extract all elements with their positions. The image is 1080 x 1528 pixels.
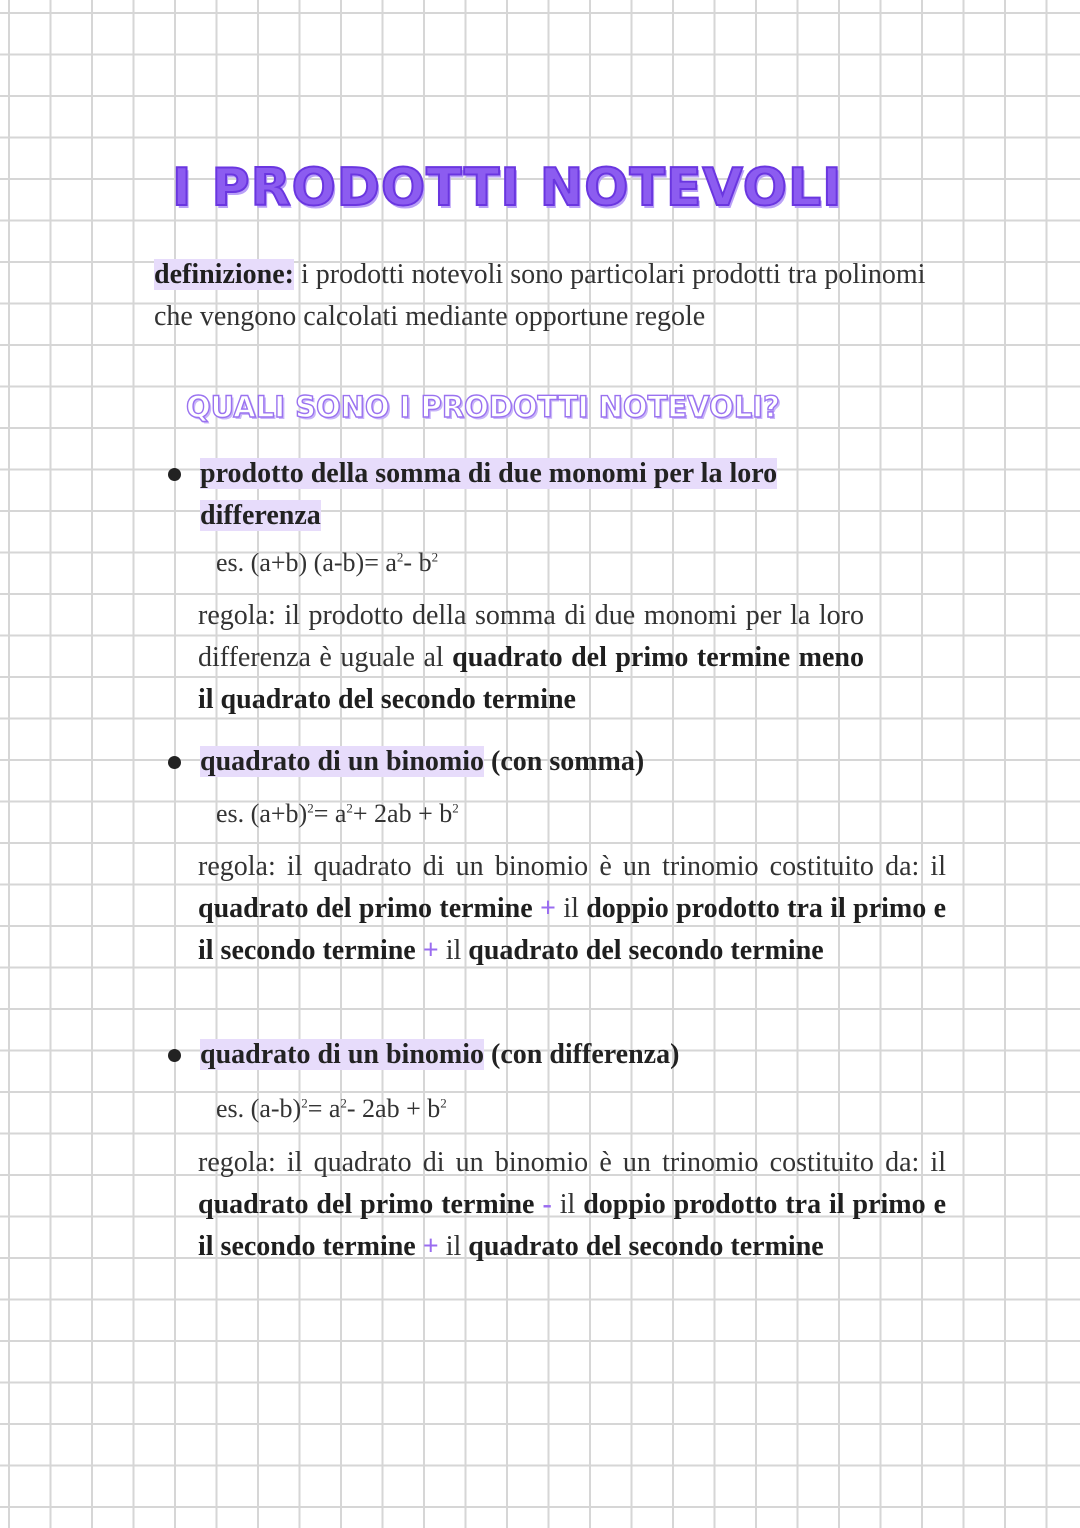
heading-text: quadrato di un binomio [200, 746, 484, 777]
rule-text: il [438, 1231, 469, 1262]
example-mid: + 2ab + b [352, 799, 453, 828]
minus-operator: - [542, 1189, 552, 1220]
example-2 [216, 799, 459, 829]
rule-text: regola: il prodotto della somma di due monomi per la loro differenza è uguale al [198, 600, 864, 673]
exponent: 2 [346, 800, 353, 816]
rule-bold: doppio prodotto tra il primo e il secondo termine [198, 1189, 947, 1262]
exponent: 2 [301, 1095, 308, 1111]
rule-bold: doppio prodotto tra il primo e il secondo termine [198, 893, 946, 966]
rule-bold: quadrato del primo termine meno il quadrato del secondo termine [198, 642, 864, 715]
rule-text: regola: il quadrato di un binomio è un trinomio costituito da: il [198, 1147, 946, 1178]
exponent: 2 [307, 800, 314, 816]
definition-label: definizione: [154, 259, 294, 290]
example-prefix: es. (a+b) [216, 799, 308, 828]
exponent: 2 [440, 1095, 447, 1111]
plus-operator: + [422, 1231, 439, 1262]
example-eq: = a [307, 1094, 341, 1123]
bullet-icon [168, 468, 181, 481]
bullet-icon [168, 756, 181, 769]
exponent: 2 [452, 800, 459, 816]
plus-operator: + [540, 893, 556, 924]
example-eq: = a [313, 799, 347, 828]
heading-text: prodotto della somma di due monomi per la loro differenza [200, 458, 778, 531]
heading-suffix: (con somma) [484, 746, 645, 777]
example-3 [216, 1094, 447, 1124]
heading-text: quadrato di un binomio [200, 1039, 484, 1070]
definition-text: i prodotti notevoli sono particolari prodotti tra polinomi che vengono calcolati mediante opportune regole [154, 259, 926, 332]
example-mid: - 2ab + b [346, 1094, 441, 1123]
example-prefix: es. (a-b) [216, 1094, 302, 1123]
exponent: 2 [431, 549, 439, 565]
plus-operator: + [422, 935, 439, 966]
example-prefix: es. (a+b) (a-b)= a [216, 548, 397, 577]
rule-bold: quadrato del primo termine [198, 1189, 535, 1220]
section-heading-1 [200, 453, 880, 537]
example-mid: - b [403, 548, 432, 577]
rule-bold: quadrato del secondo termine [468, 935, 824, 966]
exponent: 2 [396, 549, 404, 565]
rule-text: il [438, 935, 469, 966]
rule-bold: quadrato del primo termine [198, 893, 533, 924]
section-heading-2 [200, 741, 644, 783]
rule-3 [198, 1142, 946, 1268]
page-title: I PRODOTTI NOTEVOLI [172, 158, 843, 218]
definition [154, 254, 934, 338]
rule-2 [198, 846, 946, 972]
section-subtitle: QUALI SONO I PRODOTTI NOTEVOLI? [186, 390, 780, 424]
rule-1 [198, 595, 864, 721]
rule-text: il [555, 893, 587, 924]
rule-bold: quadrato del secondo termine [468, 1231, 824, 1262]
rule-text: il [551, 1189, 584, 1220]
rule-text: regola: il quadrato di un binomio è un trinomio costituito da: il [198, 851, 946, 882]
bullet-icon [168, 1049, 181, 1062]
section-heading-3 [200, 1034, 679, 1076]
example-1 [216, 548, 438, 578]
heading-suffix: (con differenza) [484, 1039, 680, 1070]
exponent: 2 [340, 1095, 347, 1111]
